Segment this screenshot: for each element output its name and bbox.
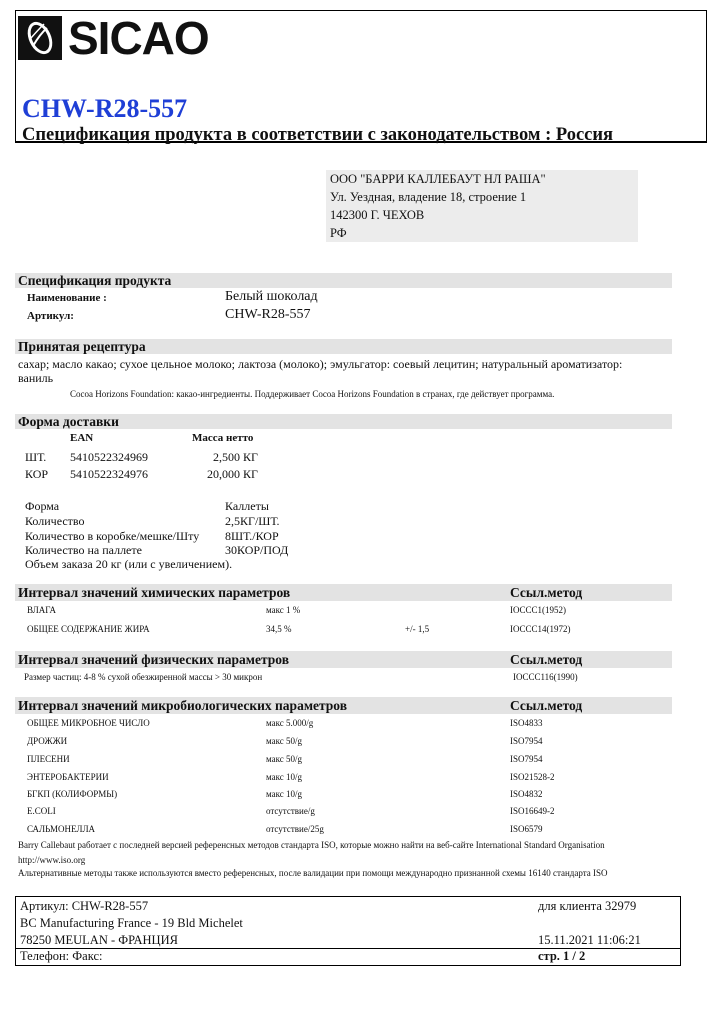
micro-value-6: отсутствие/g [266,806,315,816]
footer-city: 78250 MEULAN - ФРАНЦИЯ [20,933,178,947]
prop-value-4: 30КОР/ПОД [225,543,289,557]
product-code-title: CHW-R28-557 [22,94,188,123]
delivery-uom-1: КГ [243,450,258,464]
footer-box [15,896,681,966]
delivery-mass-2: 20,000 [207,467,240,481]
chem-value-1: макс 1 % [266,605,301,615]
micro-value-2: макс 50/g [266,736,303,746]
micro-heading: Интервал значений микробиологических параметров [15,697,672,714]
sicao-logo [18,12,223,64]
micro-name-6: E.COLI [27,806,56,816]
micro-name-4: ЭНТЕРОБАКТЕРИИ [27,772,109,782]
physical-ref-heading: Ссыл.метод [510,652,583,667]
spec-heading: Спецификация продукта [15,273,672,288]
chem-method-1: IOCCC1(1952) [510,605,566,615]
physical-heading: Интервал значений физических параметров [15,651,672,668]
chem-value-2: 34,5 % [266,624,292,634]
chem-name-2: ОБЩЕЕ СОДЕРЖАНИЕ ЖИРА [27,624,150,634]
footer-divider [16,948,680,949]
micro-name-1: ОБЩЕЕ МИКРОБНОЕ ЧИСЛО [27,718,150,728]
page-subtitle: Спецификация продукта в соответствии с законодательством : Россия [22,125,614,145]
micro-value-3: макс 50/g [266,754,303,764]
micro-method-6: ISO16649-2 [510,806,555,816]
micro-method-2: ISO7954 [510,736,543,746]
footer-phone: Телефон: Факс: [20,949,103,963]
ean-column-header: EAN [70,432,94,444]
chem-name-1: ВЛАГА [27,605,56,615]
prop-label-2: Количество [25,514,85,528]
chemical-heading: Интервал значений химических параметров [15,584,672,601]
delivery-unit-1: ШТ. [25,450,47,464]
recipe-text-2: ваниль [18,371,54,385]
micro-name-3: ПЛЕСЕНИ [27,754,70,764]
micro-ref-heading: Ссыл.метод [510,698,583,713]
delivery-ean-2: 5410522324976 [70,467,148,481]
recipe-text-1: сахар; масло какао; сухое цельное молоко; лактоза (молоко); эмульгатор: соевый лецитин; натуральный ароматизатор: [18,357,623,371]
address-line-1: ООО "БАРРИ КАЛЛЕБАУТ НЛ РАША" [330,172,546,186]
micro-name-7: САЛЬМОНЕЛЛА [27,824,96,834]
chem-method-2: IOCCC14(1972) [510,624,571,634]
iso-note-1: Barry Callebaut работает с последней версией референсных методов стандарта ISO, которые можно найти на веб-сайте International Standard Organisation [18,840,605,850]
article-label: Артикул: [27,310,74,322]
micro-value-5: макс 10/g [266,789,303,799]
delivery-heading: Форма доставки [15,414,672,429]
physical-row-text: Размер частиц: 4-8 % сухой обезжиренной массы > 30 микрон [24,672,263,682]
recipe-heading: Принятая рецептура [15,339,672,354]
name-label: Наименование : [27,292,107,304]
name-value: Белый шоколад [225,289,318,304]
prop-label-1: Форма [25,499,60,513]
micro-name-5: БГКП (КОЛИФОРМЫ) [27,789,118,799]
delivery-mass-1: 2,500 [213,450,240,464]
address-line-2: Ул. Уездная, владение 18, строение 1 [330,190,527,204]
recipe-note: Cocoa Horizons Foundation: какао-ингредиенты. Поддерживает Cocoa Horizons Foundation в странах, где действует программа. [70,389,555,399]
footer-article: Артикул: CHW-R28-557 [20,899,149,913]
article-value: CHW-R28-557 [225,307,311,322]
prop-value-3: 8ШТ./КОР [225,529,279,543]
physical-method: IOCCC116(1990) [513,672,578,682]
micro-method-4: ISO21528-2 [510,772,555,782]
footer-company: BC Manufacturing France - 19 Bld Michelet [20,916,243,930]
micro-value-1: макс 5.000/g [266,718,314,728]
logo-text: SICAO [68,12,209,64]
micro-method-7: ISO6579 [510,824,543,834]
micro-value-7: отсутствие/25g [266,824,324,834]
address-line-3: 142300 Г. ЧЕХОВ [330,208,425,222]
chemical-ref-heading: Ссыл.метод [510,585,583,600]
min-order-text: Объем заказа 20 кг (или с увеличением). [25,557,233,571]
delivery-unit-2: КОР [25,467,49,481]
prop-label-4: Количество на паллете [25,543,142,557]
prop-value-1: Каллеты [225,499,269,513]
prop-label-3: Количество в коробке/мешке/Шту [25,529,200,543]
chem-tol-2: +/- 1,5 [405,624,430,634]
delivery-uom-2: КГ [243,467,258,481]
prop-value-2: 2,5КГ/ШТ. [225,514,280,528]
mass-column-header: Масса нетто [192,432,254,444]
micro-value-4: макс 10/g [266,772,303,782]
micro-method-5: ISO4832 [510,789,543,799]
iso-note-link: http://www.iso.org [18,855,86,865]
micro-name-2: ДРОЖЖИ [27,736,68,746]
iso-note-2: Альтернативные методы также используются вместо референсных, после валидации при помощи международно признанной схемы 16140 стандарта ISO [18,868,608,878]
delivery-ean-1: 5410522324969 [70,450,148,464]
micro-method-3: ISO7954 [510,754,543,764]
address-line-4: РФ [330,226,347,240]
cocoa-pod-icon [18,16,62,60]
footer-client: для клиента 32979 [538,899,637,913]
footer-datetime: 15.11.2021 11:06:21 [538,933,641,947]
address-block [326,170,638,242]
footer-page-number: стр. 1 / 2 [538,949,586,963]
micro-method-1: ISO4833 [510,718,543,728]
